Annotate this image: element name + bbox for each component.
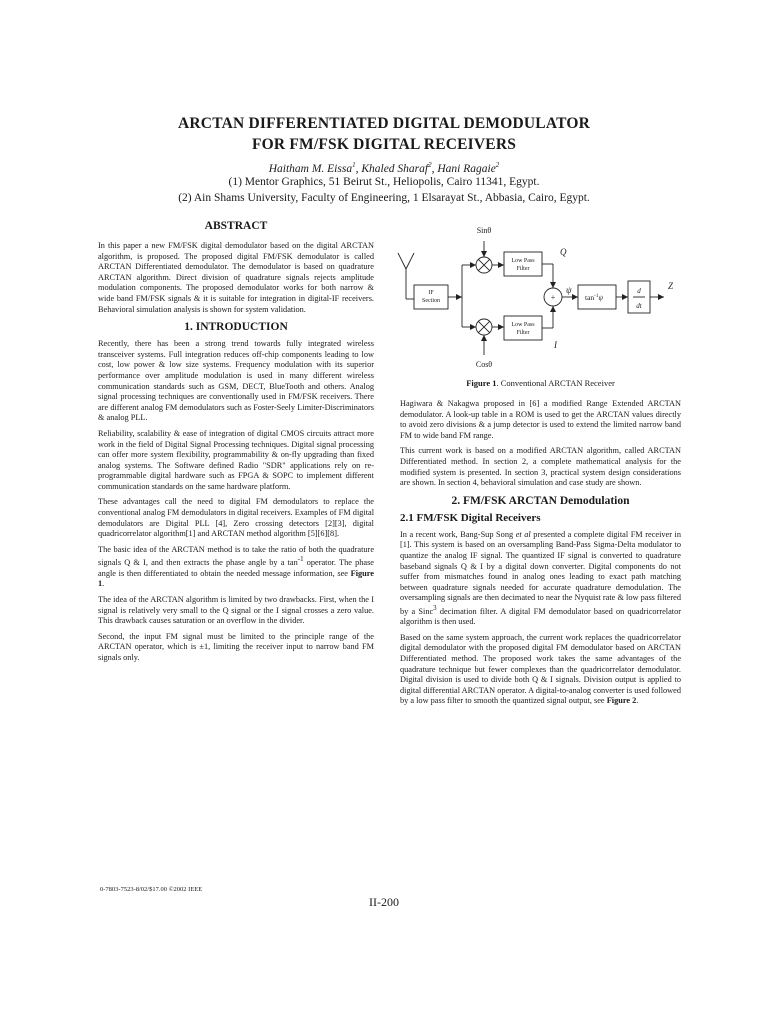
footer-copyright: 0-7803-7523-8/02/$17.00 ©2002 IEEE xyxy=(100,886,203,893)
divider-sign: + xyxy=(550,293,556,302)
right-p3-text-b: presented a complete digital FM receiver in [1]. This system is based on an oversampling Band-Pass Sigma-Delta modulator to quantize the analog IF signal. The quantized IF signal is converted to quadrature baseband signals Q & I by a digital down converter. Digital components do not suffer from mismatches found in analog ones leading to exact path matching between quadrature signals needed for accurate quadrature demodulation. The oversampling signals are then decimated to near the Nyquist rate & low pass filtered by a Sinc xyxy=(400,529,682,616)
lower-lpf-label-1: Low Pass xyxy=(511,322,535,328)
intro-p4-sup: -1 xyxy=(297,556,304,564)
intro-paragraph-1: Recently, there has been a strong trend towards fully integrated wireless transceiver systems. Full integration reduces off-chip components leading to low cost, low power & low size systems. Frequency modulation with its superior performance over amplitude modulation is used in many different wireless communication standards such as GSM, DECT, BlueTooth and others. Analog signal processing techniques are conventionally used in FM/FSK receivers. There are different analog FM demodulators such as Foster-Seely Limiter-Discriminators & analog PLL. xyxy=(98,339,374,423)
paper-title-line-1: ARCTAN DIFFERENTIATED DIGITAL DEMODULATOR xyxy=(178,115,590,132)
intro-paragraph-6: Second, the input FM signal must be limited to the principle range of the ARCTAN operator, which is ±1, limiting the receiver input to narrow band FM signals only. xyxy=(98,631,374,662)
antenna-right-arm xyxy=(406,253,414,269)
lower-lpf-arrow xyxy=(498,324,504,330)
differentiator-arrow xyxy=(622,294,628,300)
left-column xyxy=(98,219,374,669)
lower-lpf-label-2: Filter xyxy=(516,330,530,336)
section-2-heading: 2. FM/FSK ARCTAN Demodulation xyxy=(451,494,630,507)
right-p3-sup: 3 xyxy=(433,604,437,612)
if-label-1: IF xyxy=(428,290,434,296)
differentiator-dt-label: dt xyxy=(636,302,642,310)
i-arrow xyxy=(550,306,556,312)
antenna-left-arm xyxy=(398,253,406,269)
figure-1-caption-label: Figure 1 xyxy=(466,378,497,388)
paper-title-line-2: FOR FM/FSK DIGITAL RECEIVERS xyxy=(251,136,517,153)
if-label-2: Section xyxy=(422,298,440,304)
right-paragraph-1: Hagiwara & Nakagwa proposed in [6] a modified Range Extended ARCTAN demodulator. A look-up table in a ROM is used to get the ARCTAN values directly to avoid zero divisions & a jump detector is used to extend the limited narrow band FM to wide band FM range. xyxy=(400,399,681,440)
page-number: II-200 xyxy=(369,895,399,909)
right-p4-text: Based on the same system approach, the current work replaces the quadricorrelator digital demodulator with the proposed digital FM demodulator based on ARCTAN Differentiated method. The proposed work takes the same advantages of the quadrature technique but fewer complexes than the quadricorrelator demodulator. Digital division is used to divide both Q & I signals. Division output is applied to digital differential ARCTAN operator. A digital-to-analog converter is used followed by a low pass filter to smooth the quantized signal output, see xyxy=(400,632,681,706)
right-p4-end: . xyxy=(636,696,639,706)
q-arrow xyxy=(550,282,556,288)
psi-label: ψ xyxy=(566,285,572,295)
upper-mixer-arrow xyxy=(470,262,476,268)
upper-lpf-arrow xyxy=(498,262,504,268)
author-3-affil: 2 xyxy=(495,161,500,169)
intro-paragraph-5: The idea of the ARCTAN algorithm is limited by two drawbacks. First, when the I signal is relatively very small to the Q signal or the I signal crosses a zero value. This drawback causes saturation or an overflow in the divider. xyxy=(98,594,374,626)
sin-arrow xyxy=(481,251,487,257)
section-2-1-heading: 2.1 FM/FSK Digital Receivers xyxy=(400,511,541,524)
arctan-label-tan: tan xyxy=(585,293,595,302)
lower-low-pass-filter xyxy=(504,316,542,340)
affiliation-2: (2) Ain Shams University, Faculty of Engineering, 1 Elsarayat St., Abbasia, Cairo, Egypt. xyxy=(178,192,590,204)
upper-low-pass-filter xyxy=(504,252,542,276)
figure-1-block-diagram xyxy=(392,215,692,395)
arctan-arrow xyxy=(572,294,578,300)
figure-1-reference: Figure 1 xyxy=(98,568,374,589)
intro-paragraph-2: Reliability, scalability & ease of integration of digital CMOS circuits attract more work in the field of Digital Signal Processing techniques. Digital signal processing can offer more system flexibility, programmability & on-fly upgrading than fixed analog systems. The Software defined Radio "SDR" applications rely on re-programmable digital hardware such as FPGA & SOPC to implement different communication standards on the same hardware platform. xyxy=(98,428,374,491)
upper-lpf-label-1: Low Pass xyxy=(511,258,535,264)
if-arrow xyxy=(456,294,462,300)
cos-arrow xyxy=(481,335,487,341)
right-p3-et-al: et al xyxy=(515,529,531,539)
right-p3-text-a: In a recent work, Bang-Sup Song xyxy=(400,529,516,539)
cos-label: Cosθ xyxy=(475,360,493,369)
author-2-affil: 2 xyxy=(428,161,432,169)
arctan-label-sup: -1 xyxy=(594,294,599,299)
author-2: Khaled Sharaf xyxy=(361,162,429,175)
upper-lpf-label-2: Filter xyxy=(516,266,530,272)
arctan-label xyxy=(585,293,603,302)
q-label: Q xyxy=(560,247,567,257)
introduction-heading: 1. INTRODUCTION xyxy=(184,321,288,334)
differentiator-d-label: d xyxy=(637,287,641,295)
i-label: I xyxy=(554,340,557,350)
right-column xyxy=(400,399,681,712)
author-1: Haitham M. Eissa xyxy=(268,162,353,175)
abstract-text: In this paper a new FM/FSK digital demodulator based on the digital ARCTAN algorithm, is proposed. The proposed digital FM/FSK demodulator is called ARCTAN Differentiated demodulator. The demodulator is based on quadrature ARCTAN algorithm. Direct division of quadrature signals rejects amplitude modulation components. The proposed demodulator works for both narrow & wide band FM/FSK signals & it is suitable for integration in digital-IF receivers. Behavioral simulation analysis is shown for system validation. xyxy=(98,241,374,314)
output-arrow xyxy=(658,294,664,300)
if-section-block xyxy=(414,285,448,309)
arctan-label-arg: ψ xyxy=(598,293,604,302)
affiliation-1: (1) Mentor Graphics, 51 Beirut St., Heliopolis, Cairo 11341, Egypt. xyxy=(228,176,540,188)
abstract-heading: ABSTRACT xyxy=(204,220,268,232)
intro-p4-text-a: The basic idea of the ARCTAN method is to take the ratio of both the quadrature signals Q & I, and then extracts the phase angle by a tan xyxy=(98,544,374,568)
intro-p4-text-b: operator. The phase angle is then differentiated to obtain the needed message information, see xyxy=(98,558,374,578)
figure-2-reference: Figure 2 xyxy=(606,696,637,706)
right-paragraph-4 xyxy=(400,633,681,707)
intro-p4-end: . xyxy=(102,579,105,589)
right-p3-text-c: decimation filter. A digital FM demodulator based on quadricorrelator algorithm is then used. xyxy=(400,606,681,627)
figure-1-caption xyxy=(400,378,681,388)
sin-label: Sinθ xyxy=(476,226,492,235)
author-3: Hani Ragaie xyxy=(437,162,496,175)
intro-paragraph-4 xyxy=(98,545,374,590)
author-list: Haitham M. Eissa$^1$, Khaled Sharaf$^2$, Hani Ragaie$^2$ xyxy=(268,161,500,175)
z-label: Z xyxy=(668,281,674,291)
lower-mixer-arrow xyxy=(470,324,476,330)
right-paragraph-3 xyxy=(400,530,681,628)
author-1-affil: 1 xyxy=(352,161,356,169)
figure-1-caption-text: . Conventional ARCTAN Receiver xyxy=(496,378,615,388)
intro-paragraph-3: These advantages call the need to digital FM demodulators to replace the conventional analog FM demodulators in digital receivers. Examples of FM digital demodulators are Digital PLL [4], Zero crossing detectors [2][3], digital quadricorrelator algorithm[1] and ARCTAN method algorithm [5][6][8]. xyxy=(98,497,374,539)
right-paragraph-2: This current work is based on a modified ARCTAN algorithm, called ARCTAN Differentiated method. In section 2, a complete mathematical analysis for the modified system is presented. In section 3, practical system design considerations are shown. In section 4, behavioral simulation and case study are shown. xyxy=(400,446,681,488)
